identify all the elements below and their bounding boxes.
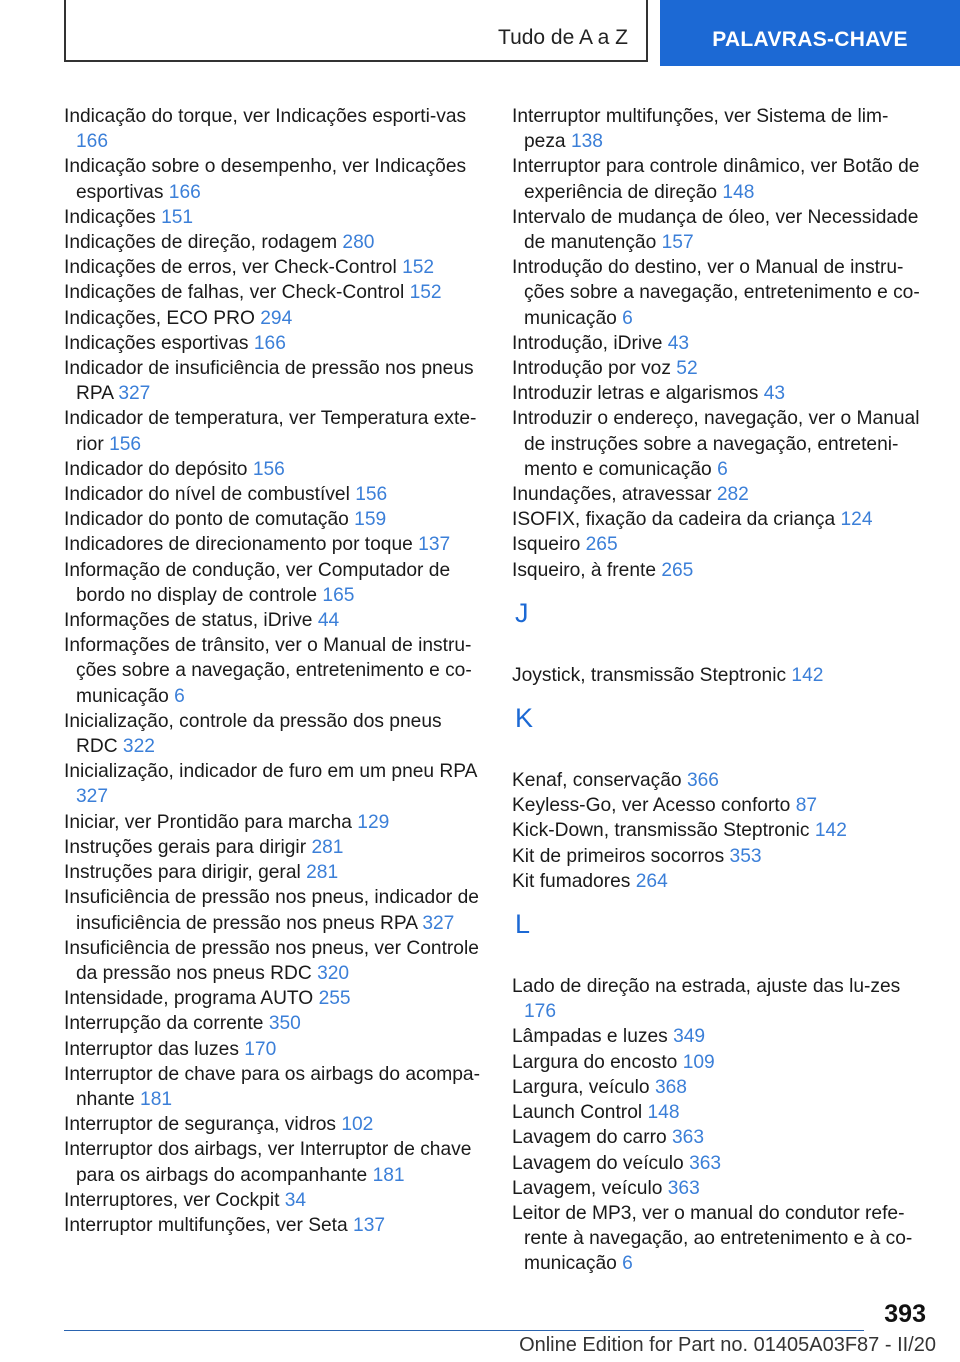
entry-text: Interrupção da corrente [64, 1013, 264, 1035]
index-entry [64, 154, 484, 204]
entry-text: Kit fumadores [512, 870, 631, 892]
entry-text: Keyless-Go, ver Acesso conforto [512, 795, 791, 817]
index-entry [512, 154, 922, 204]
entry-text: Interruptor multifunções, ver Seta [64, 1214, 348, 1236]
entry-text: Introdução, iDrive [512, 332, 663, 354]
index-entry [64, 936, 484, 986]
index-entry [64, 331, 484, 356]
entry-page-link[interactable]: 129 [357, 811, 390, 833]
index-entry [64, 280, 484, 305]
entry-page-link[interactable]: 255 [318, 988, 351, 1010]
entry-page-link[interactable]: 363 [689, 1152, 722, 1174]
keywords-tab [660, 0, 960, 66]
index-entry [512, 818, 922, 843]
entry-page-link[interactable]: 6 [717, 458, 728, 480]
entry-page-link[interactable]: 159 [354, 509, 387, 531]
index-entry [64, 255, 484, 280]
index-entry [512, 507, 922, 532]
index-entry [64, 1137, 484, 1187]
index-entry [512, 406, 922, 482]
entry-text: Kick-Down, transmissão Steptronic [512, 820, 810, 842]
entry-page-link[interactable]: 156 [109, 433, 142, 455]
entry-text: Indicador do nível de combustível [64, 484, 350, 506]
entry-page-link[interactable]: 6 [622, 307, 633, 329]
index-entry [64, 1037, 484, 1062]
entry-page-link[interactable]: 87 [795, 795, 818, 817]
index-list-i-left [64, 104, 484, 1238]
entry-text: Indicador de insuficiência de pressão nos pneus RPA [64, 358, 474, 405]
entry-text: Isqueiro [512, 534, 581, 556]
entry-text: Introduzir letras e algarismos [512, 383, 759, 405]
entry-text: Indicação do torque, ver Indicações esporti-vas [64, 106, 467, 127]
entry-text: Indicador do depósito [64, 458, 248, 480]
entry-page-link[interactable]: 6 [174, 685, 185, 707]
entry-text: ISOFIX, fixação da cadeira da criança [512, 509, 836, 531]
index-entry [512, 793, 922, 818]
entry-page-link[interactable]: 43 [763, 383, 786, 405]
entry-text: Interruptor de chave para os airbags do acompa-nhante [64, 1063, 480, 1110]
entry-page-link[interactable]: 327 [76, 786, 109, 808]
index-entry [64, 457, 484, 482]
entry-page-link[interactable]: 170 [244, 1038, 277, 1060]
index-entry [512, 1100, 922, 1125]
index-list-i-right [512, 104, 922, 583]
index-entry [64, 810, 484, 835]
entry-page-link[interactable]: 138 [570, 131, 603, 153]
entry-page-link[interactable]: 152 [409, 282, 442, 304]
section-letter-k: K [515, 703, 534, 734]
entry-text: Indicações, ECO PRO [64, 307, 255, 329]
entry-page-link[interactable]: 142 [791, 664, 824, 686]
entry-text: Lavagem do veículo [512, 1152, 684, 1174]
index-entry [512, 1075, 922, 1100]
entry-page-link[interactable]: 282 [716, 484, 749, 506]
entry-text: Interruptores, ver Cockpit [64, 1189, 280, 1211]
footer-divider [64, 1330, 864, 1331]
entry-page-link[interactable]: 353 [729, 845, 762, 867]
index-entry [512, 331, 922, 356]
entry-text: Iniciar, ver Prontidão para marcha [64, 811, 352, 833]
entry-text: Interruptor para controle dinâmico, ver Botão de experiência de direção [512, 156, 920, 203]
index-list-l [512, 974, 922, 1276]
entry-text: Introdução do destino, ver o Manual de instru-ções sobre a navegação, entretenimento e co-municação [512, 257, 920, 329]
entry-text: Interruptor das luzes [64, 1038, 239, 1060]
entry-page-link[interactable]: 166 [253, 332, 286, 354]
entry-page-link[interactable]: 294 [260, 307, 293, 329]
index-entry [64, 885, 484, 935]
index-list-k [512, 768, 922, 894]
entry-text: Joystick, transmissão Steptronic [512, 664, 787, 686]
index-entry [64, 507, 484, 532]
index-entry [64, 532, 484, 557]
entry-page-link[interactable]: 280 [342, 232, 375, 254]
index-entry [64, 709, 484, 759]
entry-page-link[interactable]: 137 [353, 1214, 386, 1236]
entry-page-link[interactable]: 102 [341, 1114, 374, 1136]
entry-page-link[interactable]: 368 [654, 1076, 687, 1098]
entry-text: Indicações de falhas, ver Check-Control [64, 282, 405, 304]
entry-text: Isqueiro, à frente [512, 559, 656, 581]
index-entry [512, 1201, 922, 1277]
entry-text: Lado de direção na estrada, ajuste das lu-zes [512, 976, 901, 998]
entry-text: Intensidade, programa AUTO [64, 988, 314, 1010]
entry-text: Indicadores de direcionamento por toque [64, 534, 413, 556]
entry-page-link[interactable]: 34 [284, 1189, 307, 1211]
entry-page-link[interactable]: 157 [661, 232, 694, 254]
entry-page-link[interactable]: 350 [268, 1013, 301, 1035]
entry-text: Leitor de MP3, ver o manual do condutor refe-rente à navegação, ao entretenimento e à co-municação [512, 1202, 913, 1275]
index-entry [512, 663, 922, 688]
entry-page-link[interactable]: 109 [682, 1051, 715, 1073]
entry-text: Interruptor multifunções, ver Sistema de lim-peza [512, 106, 889, 153]
entry-text: Kit de primeiros socorros [512, 845, 725, 867]
entry-text: Informações de trânsito, ver o Manual de instru-ções sobre a navegação, entretenimento e co-municação [64, 635, 472, 707]
entry-text: Inicialização, controle da pressão dos pneus RDC [64, 710, 442, 758]
entry-text: Indicações esportivas [64, 332, 249, 354]
index-entry [512, 381, 922, 406]
entry-page-link[interactable]: 181 [140, 1088, 173, 1110]
entry-text: Largura, veículo [512, 1076, 650, 1098]
index-entry [512, 1125, 922, 1150]
entry-page-link[interactable]: 156 [252, 458, 285, 480]
entry-text: Inundações, atravessar [512, 484, 712, 506]
entry-page-link[interactable]: 363 [672, 1127, 705, 1149]
index-column-right [512, 104, 922, 1277]
index-entry [64, 860, 484, 885]
index-entry [64, 306, 484, 331]
index-entry [512, 104, 922, 154]
entry-text: Indicações [64, 206, 156, 228]
index-entry [64, 1213, 484, 1238]
entry-page-link[interactable]: 281 [306, 862, 339, 884]
entry-text: Instruções para dirigir, geral [64, 862, 301, 884]
index-entry [64, 986, 484, 1011]
entry-page-link[interactable]: 44 [317, 610, 340, 632]
index-list-j [512, 663, 922, 688]
index-column-left [64, 104, 484, 1238]
entry-text: Interruptor dos airbags, ver Interruptor de chave para os airbags do acompanhante [64, 1139, 472, 1186]
entry-page-link[interactable]: 320 [317, 962, 350, 984]
section-letter-j: J [515, 597, 529, 628]
index-entry [64, 835, 484, 860]
entry-text: Intervalo de mudança de óleo, ver Necessidade de manutenção [512, 206, 919, 254]
entry-text: Instruções gerais para dirigir [64, 836, 307, 858]
entry-text: Informações de status, iDrive [64, 610, 313, 632]
entry-page-link[interactable]: 327 [422, 912, 455, 934]
entry-text: Informação de condução, ver Computador de bordo no display de controle [64, 559, 451, 606]
index-entry [64, 633, 484, 709]
index-entry [512, 482, 922, 507]
section-label: Tudo de A a Z [498, 26, 628, 49]
entry-page-link[interactable]: 52 [676, 358, 698, 380]
index-entry [64, 482, 484, 507]
entry-page-link[interactable]: 363 [667, 1177, 700, 1199]
entry-text: Largura do encosto [512, 1051, 678, 1073]
entry-text: Lavagem do carro [512, 1127, 667, 1149]
entry-text: Indicações de erros, ver Check-Control [64, 257, 397, 279]
index-entry [512, 1151, 922, 1176]
keywords-tab-label: PALAVRAS-CHAVE [712, 28, 908, 51]
index-entry [512, 532, 922, 557]
index-entry [512, 356, 922, 381]
entry-text: Lâmpadas e luzes [512, 1026, 668, 1048]
index-entry [64, 608, 484, 633]
entry-page-link[interactable]: 166 [168, 181, 201, 203]
entry-text: Introduzir o endereço, navegação, ver o Manual de instruções sobre a navegação, entreteni-mento e comunicação [512, 408, 920, 480]
index-entry [64, 1011, 484, 1036]
index-entry [512, 844, 922, 869]
page-header [0, 0, 960, 66]
entry-page-link[interactable]: 265 [661, 559, 694, 581]
index-entry [512, 1024, 922, 1049]
entry-text: Indicador de temperatura, ver Temperatura exte-rior [64, 408, 477, 455]
page-number: 393 [884, 1300, 926, 1328]
index-entry [512, 205, 922, 255]
entry-page-link[interactable]: 327 [118, 383, 151, 405]
index-entry [64, 356, 484, 406]
entry-text: Kenaf, conservação [512, 770, 682, 792]
index-entry [64, 406, 484, 456]
index-entry [64, 1062, 484, 1112]
entry-page-link[interactable]: 281 [311, 836, 344, 858]
entry-page-link[interactable]: 349 [673, 1026, 706, 1048]
entry-page-link[interactable]: 137 [418, 534, 451, 556]
entry-text: Launch Control [512, 1102, 643, 1124]
entry-page-link[interactable]: 152 [402, 257, 435, 279]
index-entry [512, 869, 922, 894]
entry-text: Lavagem, veículo [512, 1177, 663, 1199]
index-entry [512, 1176, 922, 1201]
entry-page-link[interactable]: 142 [814, 820, 847, 842]
index-entry [64, 104, 484, 154]
index-entry [512, 1050, 922, 1075]
entry-page-link[interactable]: 176 [524, 1001, 557, 1023]
entry-text: Indicador do ponto de comutação [64, 509, 349, 531]
index-entry [64, 1188, 484, 1213]
entry-page-link[interactable]: 265 [585, 534, 618, 556]
entry-page-link[interactable]: 148 [647, 1102, 680, 1124]
entry-page-link[interactable]: 264 [635, 870, 668, 892]
entry-text: Introdução por voz [512, 358, 671, 380]
entry-page-link[interactable]: 151 [161, 206, 194, 228]
entry-text: Indicações de direção, rodagem [64, 232, 338, 254]
entry-page-link[interactable]: 156 [355, 484, 388, 506]
index-entry [64, 205, 484, 230]
entry-page-link[interactable]: 366 [686, 770, 719, 792]
entry-page-link[interactable]: 124 [840, 509, 873, 531]
edition-text: Online Edition for Part no. 01405A03F87 - II/20 [519, 1334, 936, 1356]
entry-text: Indicação sobre o desempenho, ver Indicações esportivas [64, 156, 467, 203]
entry-page-link[interactable]: 148 [722, 181, 755, 203]
entry-page-link[interactable]: 181 [372, 1164, 405, 1186]
entry-page-link[interactable]: 43 [667, 332, 690, 354]
index-entry [512, 255, 922, 331]
entry-page-link[interactable]: 322 [122, 736, 155, 758]
index-entry [64, 558, 484, 608]
index-entry [512, 974, 922, 1024]
index-entry [64, 759, 484, 809]
entry-text: Inicialização, indicador de furo em um pneu RPA [64, 761, 477, 783]
section-letter-l: L [515, 909, 531, 940]
index-entry [512, 768, 922, 793]
index-entry [64, 230, 484, 255]
entry-page-link[interactable]: 165 [322, 584, 355, 606]
entry-text: Interruptor de segurança, vidros [64, 1114, 336, 1136]
entry-page-link[interactable]: 166 [76, 131, 109, 153]
index-entry [512, 558, 922, 583]
index-entry [64, 1112, 484, 1137]
entry-page-link[interactable]: 6 [622, 1253, 633, 1275]
entry-text: Insuficiência de pressão nos pneus, indicador de insuficiência de pressão nos pneus RPA [64, 887, 479, 934]
section-box [64, 0, 648, 62]
entry-text: Insuficiência de pressão nos pneus, ver Controle da pressão nos pneus RDC [64, 937, 479, 984]
